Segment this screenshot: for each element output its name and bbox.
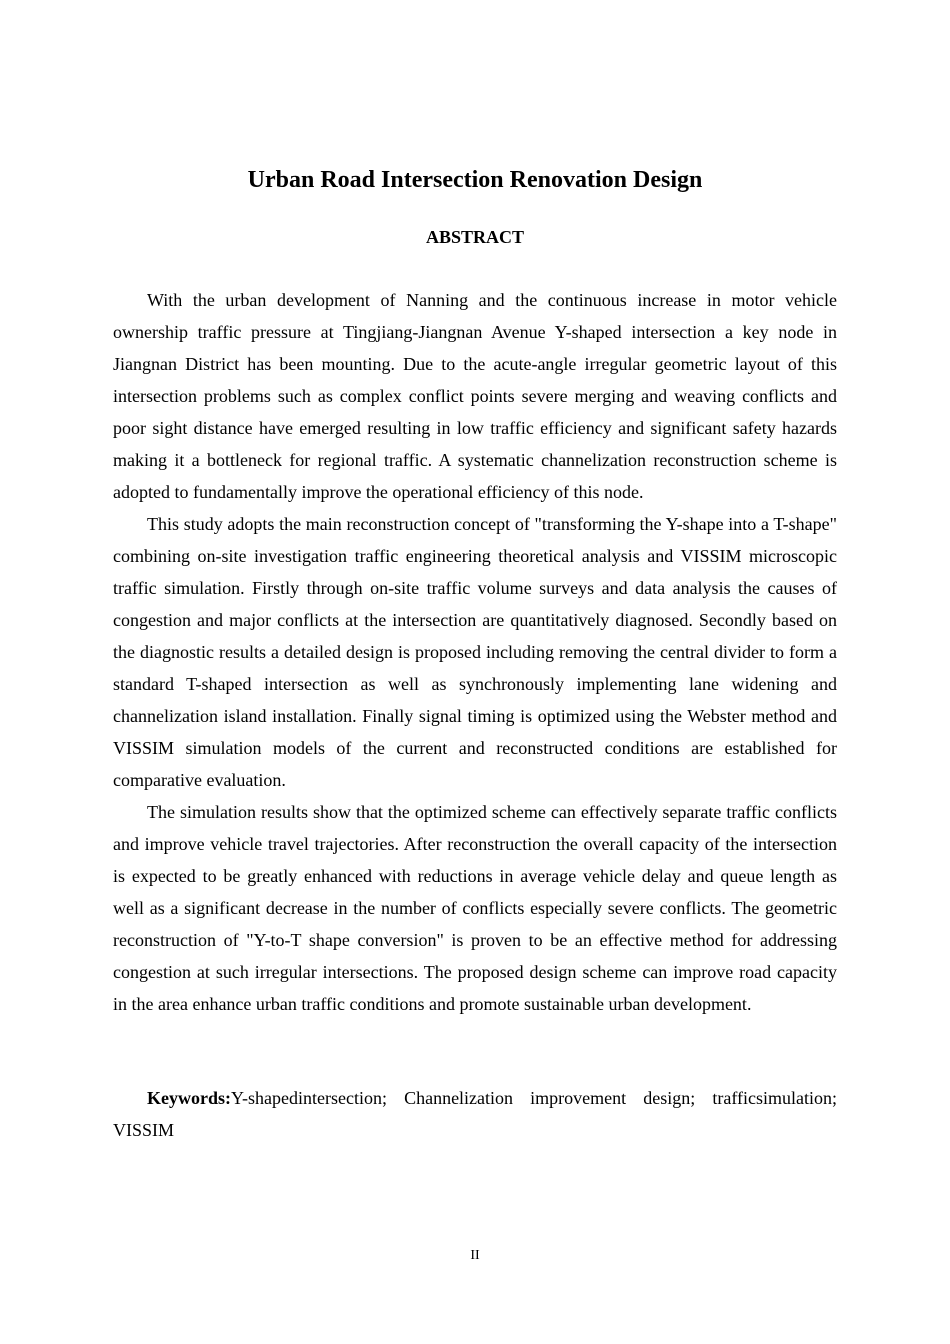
page-title: Urban Road Intersection Renovation Design: [247, 167, 703, 193]
abstract-paragraph-3: The simulation results show that the optimized scheme can effectively separate traffic conflicts and improve vehicle travel trajectories. After reconstruction the overall capacity of the intersection is expected to be greatly enhanced with reductions in average vehicle delay and queue length as well as a significant decrease in the number of conflicts especially severe conflicts. The geometric reconstruction of "Y-to-T shape conversion" is proven to be an effective method for addressing congestion at such irregular intersections. The proposed design scheme can improve road capacity in the area enhance urban traffic conditions and promote sustainable urban development.: [113, 802, 837, 1014]
abstract-paragraph-2: This study adopts the main reconstruction concept of "transforming the Y-shape into a T-shape" combining on-site investigation traffic engineering theoretical analysis and VISSIM microscopic traffic simulation. Firstly through on-site traffic volume surveys and data analysis the causes of congestion and major conflicts at the intersection are quantitatively diagnosed. Secondly based on the diagnostic results a detailed design is proposed including removing the central divider to form a standard T-shaped intersection as well as synchronously implementing lane widening and channelization island installation. Finally signal timing is optimized using the Webster method and VISSIM simulation models of the current and reconstructed conditions are established for comparative evaluation.: [113, 514, 837, 790]
page-number: II: [470, 1248, 480, 1263]
keywords-line: [113, 1082, 837, 1146]
abstract-body: [113, 284, 837, 1020]
keywords-text: Y-shapedintersection; Channelization improvement design; trafficsimulation; VISSIM: [113, 1088, 837, 1140]
abstract-heading: ABSTRACT: [425, 227, 525, 247]
keywords-label: Keywords:: [147, 1088, 231, 1108]
abstract-paragraph-1: With the urban development of Nanning and the continuous increase in motor vehicle ownership traffic pressure at Tingjiang-Jiangnan Avenue Y-shaped intersection a key node in Jiangnan District has been mounting. Due to the acute-angle irregular geometric layout of this intersection problems such as complex conflict points severe merging and weaving conflicts and poor sight distance have emerged resulting in low traffic efficiency and significant safety hazards making it a bottleneck for regional traffic. A systematic channelization reconstruction scheme is adopted to fundamentally improve the operational efficiency of this node.: [113, 290, 837, 502]
